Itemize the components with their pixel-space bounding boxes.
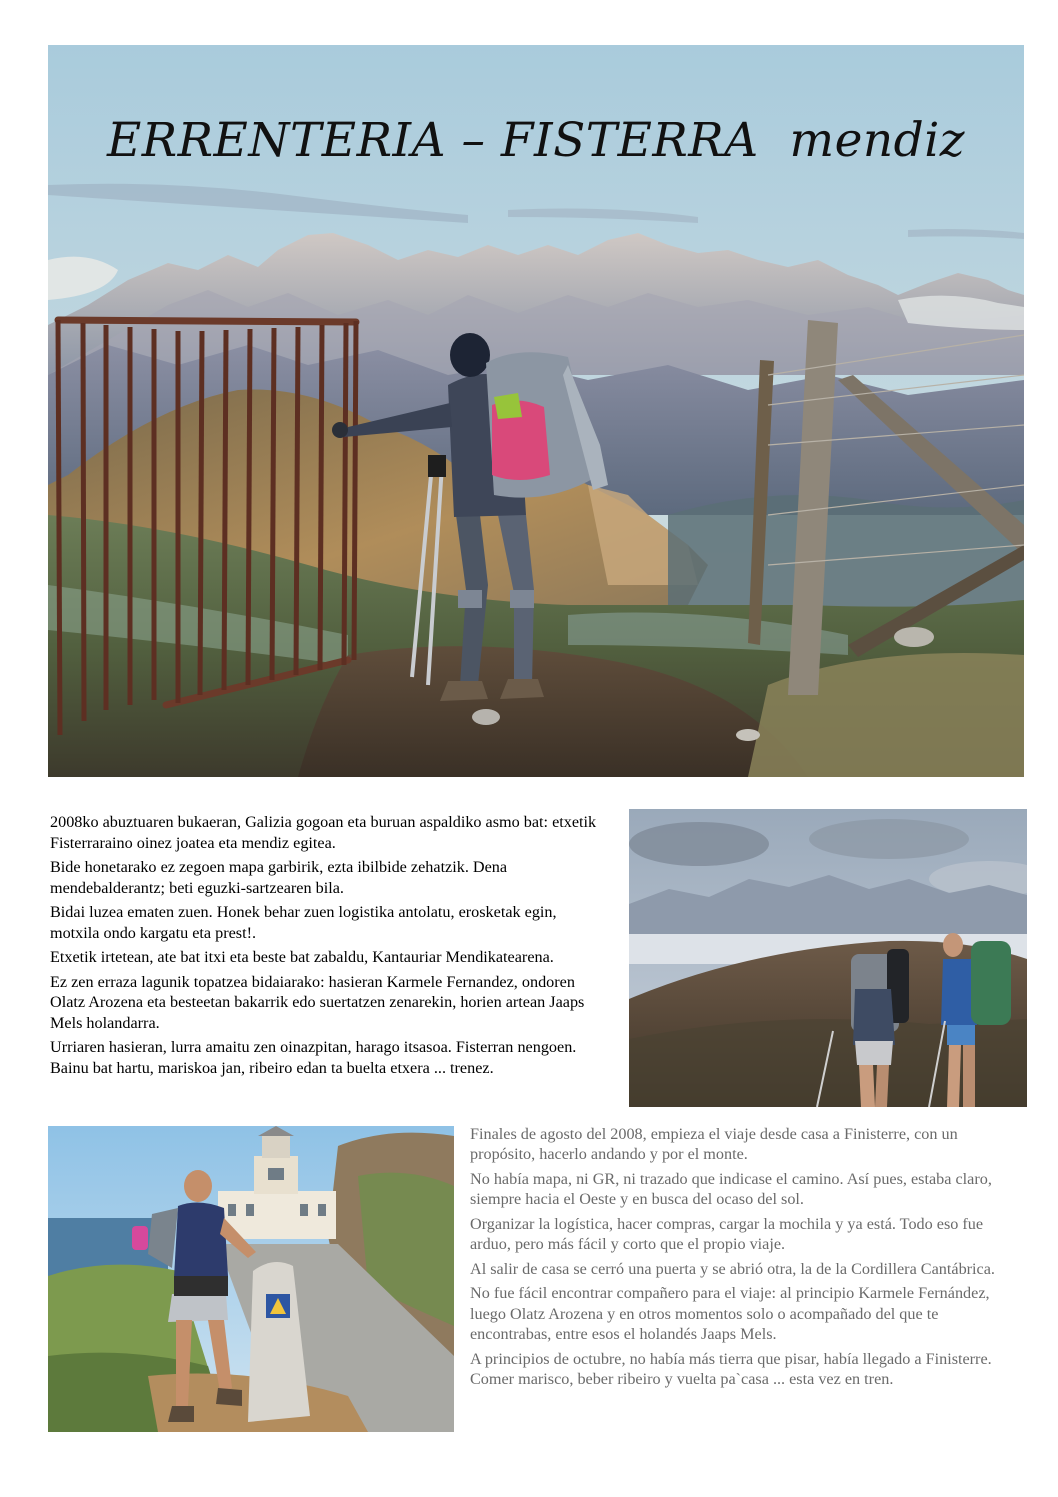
basque-paragraph: Bidai luzea ematen zuen. Honek behar zuen logistika antolatu, erosketak egin, motxila ondo kargatu eta prest!. [50,903,557,942]
lighthouse-photo-illustration [48,1126,454,1432]
basque-paragraph: 2008ko abuztuaren bukaeran, Galizia gogoan eta buruan aspaldiko asmo bat: etxetik Fisterraraino oinez joatea eta mendiz egitea. [50,813,597,852]
basque-paragraph: Ez zen erraza lagunik topatzea bidaiarako: hasieran Karmele Fernandez, ondoren Olatz Arozena eta besteetan bakarrik edo suertatzen zenarekin, horien artean Jaaps Mels holandarra. [50,972,585,1032]
page-title: ERRENTERIA – FISTERRA mendiz [106,113,966,168]
basque-text-block [50,812,610,1082]
lighthouse-photo [48,1126,454,1432]
spanish-paragraph: Organizar la logística, hacer compras, cargar la mochila y ya está. Todo eso fue arduo, pero más fácil y corto que el propio viaje. [470,1214,984,1254]
spanish-text-block [470,1124,1018,1393]
spanish-paragraph: No fue fácil encontrar compañero para el viaje: al principio Karmele Fernández, luego Olatz Arozena y en otros momentos solo o acompañado del que te encontrabas, entre esos el holandés Jaaps Mels. [470,1284,990,1343]
basque-paragraph: Etxetik irtetean, ate bat itxi eta beste bat zabaldu, Kantauriar Mendikatearena. [50,948,554,966]
hikers-photo-illustration [629,809,1027,1107]
basque-paragraph: Bide honetarako ez zegoen mapa garbirik, ezta ibilbide zehatzik. Dena mendebalderantz; beti eguzki-sartzearen bila. [50,858,508,897]
spanish-paragraph: No había mapa, ni GR, ni trazado que indicase el camino. Así pues, estaba claro, siempre hacia el Oeste y en busca del ocaso del sol. [470,1169,992,1209]
spanish-paragraph: Al salir de casa se cerró una puerta y se abrió otra, la de la Cordillera Cantábrica. [470,1259,995,1278]
spanish-paragraph: A principios de octubre, no había más tierra que pisar, había llegado a Finisterre. Comer marisco, beber ribeiro y vuelta pa`casa ... esta vez en tren. [470,1349,992,1388]
hikers-photo [629,809,1027,1107]
hero-photo [48,45,1024,777]
basque-paragraph: Urriaren hasieran, lurra amaitu zen oinazpitan, harago itsasoa. Fisterran nengoen. Bainu bat hartu, mariskoa jan, ribeiro edan ta buelta etxera ... trenez. [50,1038,577,1077]
spanish-paragraph: Finales de agosto del 2008, empieza el viaje desde casa a Finisterre, con un propósito, hacerlo andando y por el monte. [470,1125,958,1164]
